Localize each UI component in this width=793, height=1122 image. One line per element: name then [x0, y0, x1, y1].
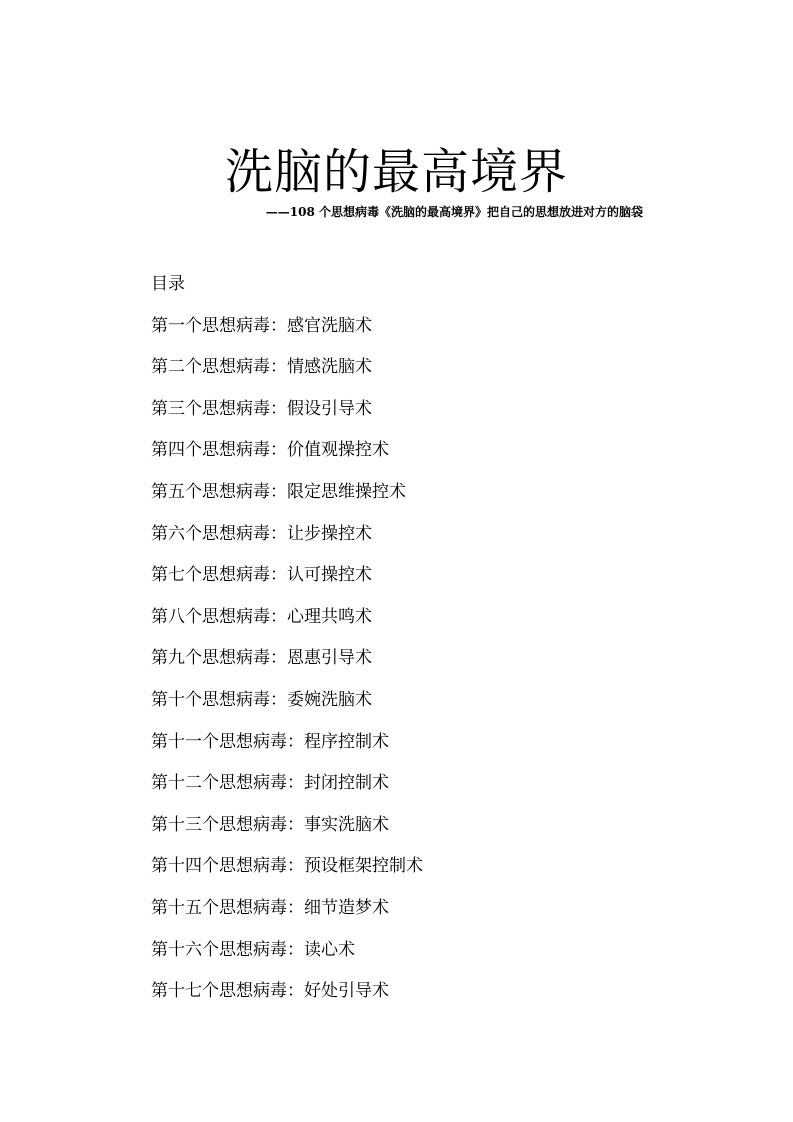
toc-heading: 目录 [151, 274, 185, 294]
toc-item-14: 第十四个思想病毒：预设框架控制术 [151, 856, 423, 877]
toc-item-1: 第一个思想病毒：感官洗脑术 [151, 315, 372, 336]
toc-item-17: 第十七个思想病毒：好处引导术 [151, 981, 389, 1002]
toc-item-11: 第十一个思想病毒：程序控制术 [151, 731, 389, 752]
toc-item-7: 第七个思想病毒：认可操控术 [151, 565, 372, 586]
toc-list [151, 312, 671, 1019]
toc-item-8: 第八个思想病毒：心理共鸣术 [151, 606, 372, 627]
page-subtitle: ——108 个思想病毒《洗脑的最高境界》把自己的思想放进对方的脑袋 [265, 205, 643, 219]
toc-item-3: 第三个思想病毒：假设引导术 [151, 398, 372, 419]
toc-item-2: 第二个思想病毒：情感洗脑术 [151, 357, 372, 378]
toc-item-16: 第十六个思想病毒：读心术 [151, 939, 355, 960]
toc-item-6: 第六个思想病毒：让步操控术 [151, 523, 372, 544]
page-title: 洗脑的最高境界 [224, 144, 568, 200]
toc-item-4: 第四个思想病毒：价值观操控术 [151, 440, 389, 461]
toc-item-13: 第十三个思想病毒：事实洗脑术 [151, 814, 389, 835]
toc-item-10: 第十个思想病毒：委婉洗脑术 [151, 689, 372, 710]
toc-item-15: 第十五个思想病毒：细节造梦术 [151, 897, 389, 918]
table-of-contents [151, 270, 671, 1019]
toc-item-9: 第九个思想病毒：恩惠引导术 [151, 648, 372, 669]
toc-item-12: 第十二个思想病毒：封闭控制术 [151, 773, 389, 794]
toc-item-5: 第五个思想病毒：限定思维操控术 [151, 481, 406, 502]
